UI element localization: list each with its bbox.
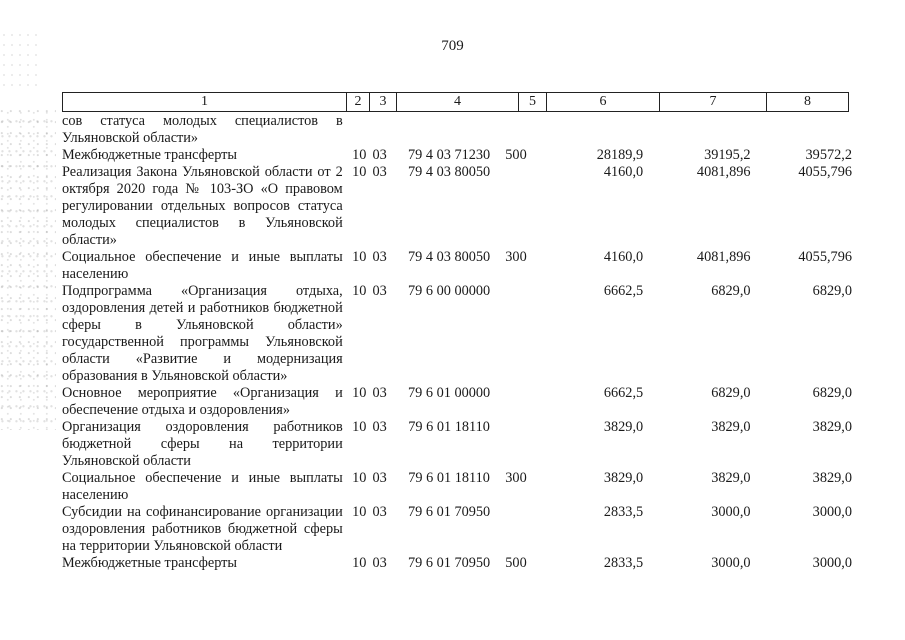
row-target-code: 79 6 00 00000	[408, 283, 491, 299]
header-col-3: 3	[370, 93, 397, 111]
row-expense-type	[505, 113, 537, 147]
row-value-col6: 2833,5	[603, 504, 644, 520]
row-value-col7: 6829,0	[711, 385, 751, 401]
row-value-col8: 6829,0	[812, 283, 852, 299]
table-row	[62, 419, 852, 470]
table-row	[62, 470, 852, 504]
row-value-col8: 4055,796	[798, 164, 852, 180]
row-subsection: 03	[372, 164, 387, 180]
row-section: 10	[352, 419, 367, 435]
table-header	[62, 92, 849, 112]
row-target-code: 79 4 03 71230	[408, 147, 491, 163]
row-value-col7: 4081,896	[696, 249, 751, 265]
row-value-col7: 3000,0	[711, 504, 751, 520]
row-description: Подпрограмма «Организация отдыха, оздоровления детей и работников бюджетной сферы в Ульяновской области» государственной программы Ульяновской области «Развитие и модернизация образования в Ульяновской области»	[62, 283, 343, 384]
header-col-6: 6	[547, 93, 660, 111]
header-col-8: 8	[804, 94, 811, 109]
header-col-5: 5	[519, 93, 547, 111]
row-value-col7: 39195,2	[704, 147, 751, 163]
row-expense-type: 500	[505, 555, 527, 571]
row-value-col8: 3829,0	[812, 470, 852, 486]
row-value-col8: 4055,796	[798, 249, 852, 265]
table-row	[62, 113, 852, 147]
row-section: 10	[352, 249, 367, 265]
row-subsection: 03	[372, 470, 387, 486]
row-description: Межбюджетные трансферты	[62, 147, 238, 163]
row-description: Межбюджетные трансферты	[62, 555, 238, 571]
row-value-col6: 28189,9	[596, 147, 644, 163]
row-value-col7: 3829,0	[711, 419, 751, 435]
row-expense-type: 300	[505, 249, 527, 265]
row-description: Субсидии на софинансирование организации оздоровления работников бюджетной сферы на территории Ульяновской области	[62, 504, 343, 554]
row-subsection: 03	[372, 419, 387, 435]
row-expense-type	[505, 164, 537, 249]
row-section: 10	[352, 385, 367, 401]
table-row	[62, 385, 852, 419]
row-section: 10	[352, 147, 367, 163]
row-value-col6: 3829,0	[603, 470, 644, 486]
header-col-1: 1	[63, 93, 347, 111]
row-value-col6: 2833,5	[603, 555, 644, 571]
row-subsection	[366, 113, 393, 147]
header-col-4: 4	[397, 93, 519, 111]
row-value-col6: 4160,0	[603, 249, 644, 265]
row-value-col8: 39572,2	[805, 147, 852, 163]
scan-edge-noise	[0, 110, 56, 430]
row-value-col8: 6829,0	[812, 385, 852, 401]
row-target-code: 79 6 01 70950	[408, 504, 491, 520]
row-target-code: 79 4 03 80050	[408, 249, 491, 265]
row-value-col8: 3000,0	[812, 555, 852, 571]
row-description: Организация оздоровления работников бюджетной сферы на территории Ульяновской области	[62, 419, 343, 469]
row-value-col8: 3829,0	[812, 419, 852, 435]
row-target-code: 79 4 03 80050	[408, 164, 491, 180]
table-row	[62, 147, 852, 164]
table-row	[62, 283, 852, 385]
row-expense-type	[505, 504, 537, 555]
row-target-code: 79 6 01 18110	[408, 470, 490, 486]
row-expense-type: 500	[505, 147, 527, 163]
row-subsection: 03	[372, 555, 387, 571]
row-value-col8: 3000,0	[812, 504, 852, 520]
row-value-col7: 3829,0	[711, 470, 751, 486]
row-target-code: 79 6 01 70950	[408, 555, 491, 571]
row-expense-type	[505, 283, 537, 385]
row-subsection: 03	[372, 147, 387, 163]
row-subsection: 03	[372, 283, 387, 299]
row-description: сов статуса молодых специалистов в Ульяновской области»	[62, 113, 343, 146]
row-description: Реализация Закона Ульяновской области от 2 октября 2020 года № 103-ЗО «О правовом регулировании отдельных вопросов статуса молодых специалистов в Ульяновской области»	[62, 164, 343, 248]
row-value-col6: 4160,0	[603, 164, 644, 180]
page-number: 709	[441, 38, 464, 54]
row-description: Социальное обеспечение и иные выплаты населению	[62, 249, 343, 282]
table-row	[62, 164, 852, 249]
row-section: 10	[352, 555, 367, 571]
row-section: 10	[352, 470, 367, 486]
row-value-col7	[643, 113, 750, 147]
row-subsection: 03	[372, 504, 387, 520]
row-value-col8	[751, 113, 852, 147]
row-description: Социальное обеспечение и иные выплаты населению	[62, 470, 343, 503]
table-row	[62, 555, 852, 572]
row-expense-type	[505, 419, 537, 470]
row-description: Основное мероприятие «Организация и обеспечение отдыха и оздоровления»	[62, 385, 343, 418]
row-value-col7: 3000,0	[711, 555, 751, 571]
row-value-col6: 3829,0	[603, 419, 644, 435]
table-row	[62, 249, 852, 283]
row-value-col6: 6662,5	[603, 283, 644, 299]
row-expense-type: 300	[505, 470, 527, 486]
header-col-7: 7	[660, 93, 767, 111]
row-section: 10	[352, 283, 367, 299]
table-body	[62, 113, 852, 572]
row-section: 10	[352, 504, 367, 520]
row-value-col6	[537, 113, 643, 147]
row-subsection: 03	[372, 385, 387, 401]
row-target-code: 79 6 01 00000	[408, 385, 491, 401]
header-col-2: 2	[347, 93, 370, 111]
row-target-code: 79 6 01 18110	[408, 419, 490, 435]
row-value-col7: 6829,0	[711, 283, 751, 299]
row-expense-type	[505, 385, 537, 419]
row-value-col7: 4081,896	[696, 164, 751, 180]
table-row	[62, 504, 852, 555]
row-section: 10	[352, 164, 367, 180]
row-target-code	[393, 113, 505, 147]
row-subsection: 03	[372, 249, 387, 265]
row-value-col6: 6662,5	[603, 385, 644, 401]
row-section	[343, 113, 367, 147]
